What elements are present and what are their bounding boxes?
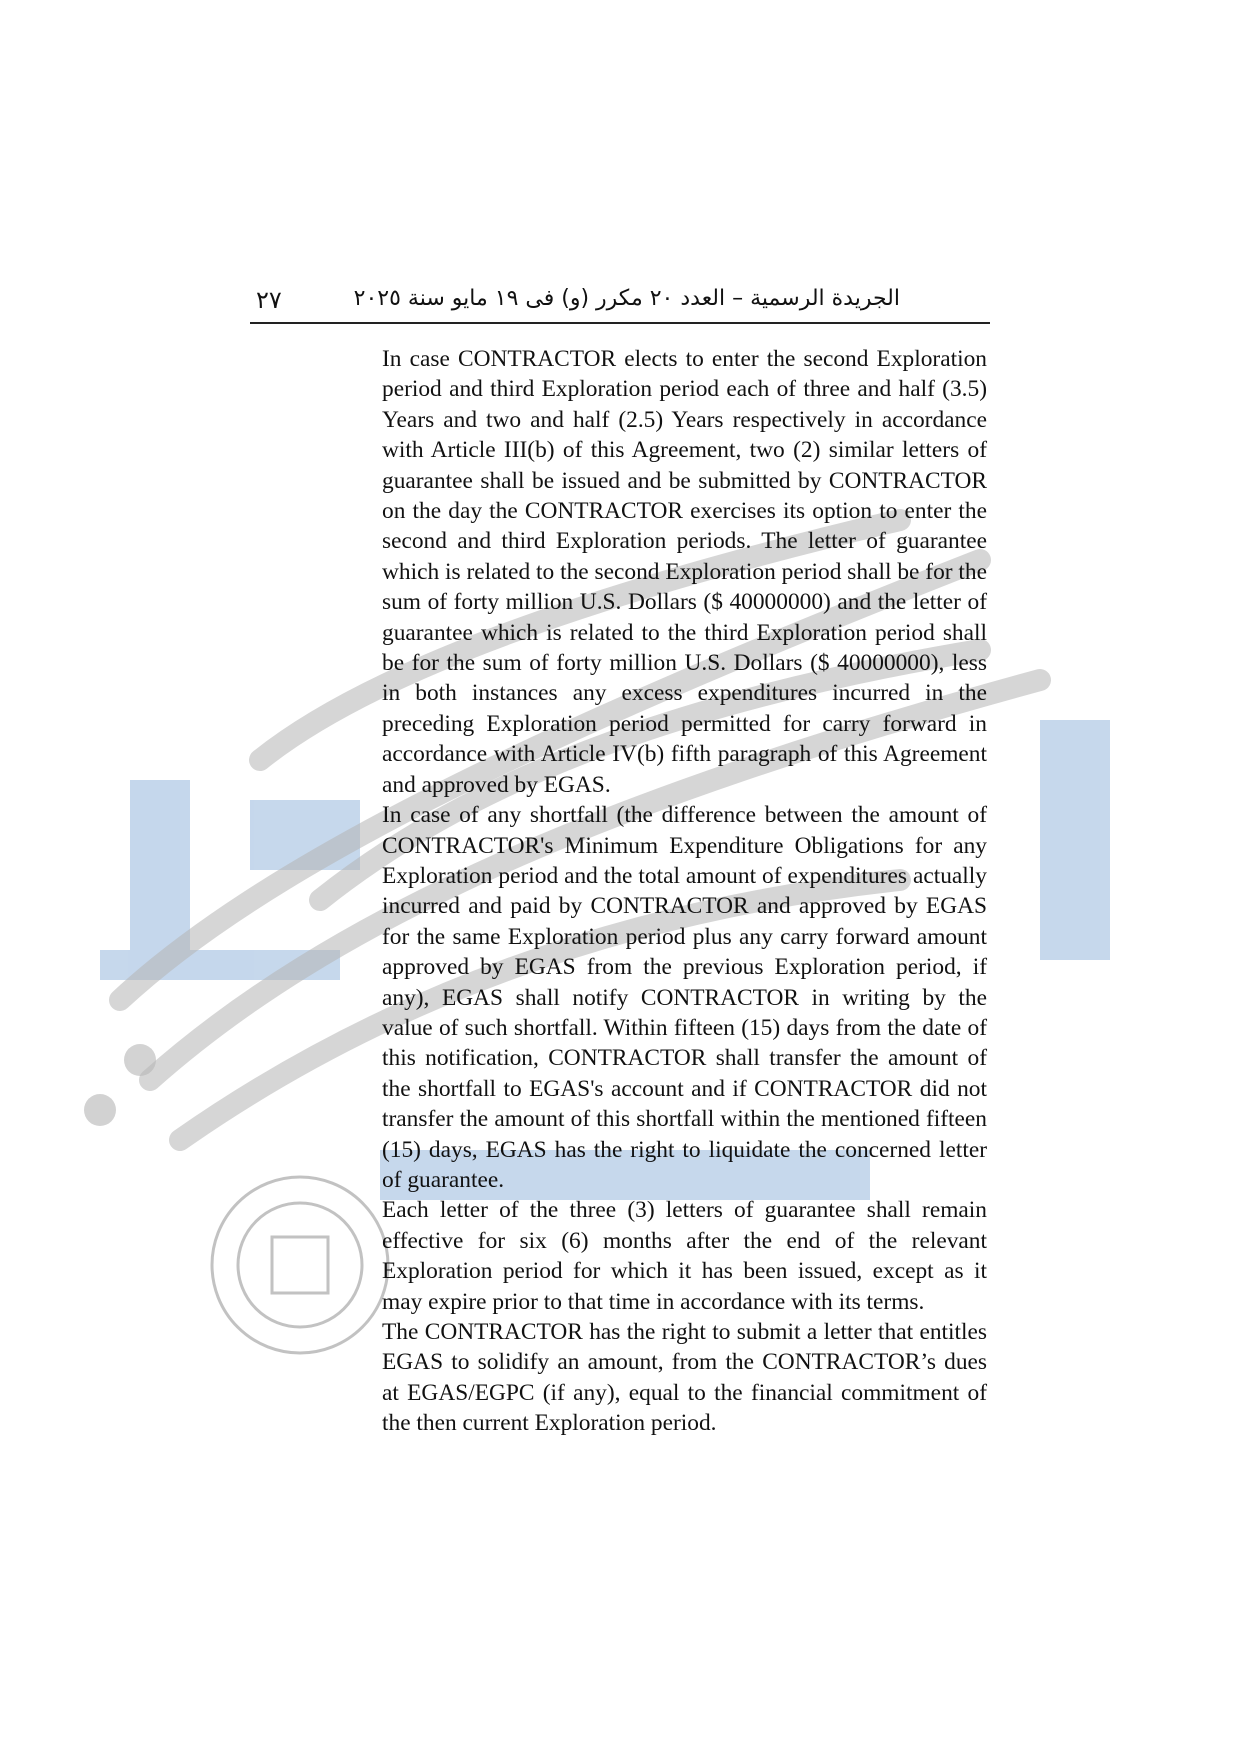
watermark-dots bbox=[84, 1044, 156, 1126]
document-body bbox=[382, 344, 987, 1439]
paragraph-guarantee-validity: Each letter of the three (3) letters of guarantee shall remain effective for six (6) months after the end of the relevant Exploration period for which it has been issued, except as it may expire prior to that time in accordance with its terms. bbox=[382, 1197, 987, 1315]
page-number: ٢٧ bbox=[256, 286, 282, 314]
watermark-seal bbox=[212, 1177, 388, 1353]
page-header bbox=[250, 282, 990, 324]
paragraph-letters-of-guarantee: In case CONTRACTOR elects to enter the second Exploration period and third Exploration period each of three and half (3.5) Years and two and half (2.5) Years respectively in accordance with Article III(b) of this Agreement, two (2) similar letters of guarantee shall be issued and be submitted by CONTRACTOR on the day the CONTRACTOR exercises its option to enter the second and third Exploration periods. The letter of guarantee which is related to the second Exploration period shall be for the sum of forty million U.S. Dollars ($ 40000000) and the letter of guarantee which is related to the third Exploration period shall be for the sum of forty million U.S. Dollars ($ 40000000), less in both instances any excess expenditures incurred in the preceding Exploration period permitted for carry forward in accordance with Article IV(b) fifth paragraph of this Agreement and approved by EGAS. bbox=[382, 346, 987, 798]
paragraph-solidify-amount: The CONTRACTOR has the right to submit a letter that entitles EGAS to solidify an amount, from the CONTRACTOR’s dues at EGAS/EGPC (if any), equal to the financial commitment of the then current Exploration period. bbox=[382, 1319, 987, 1437]
running-header-title: الجريدة الرسمية – العدد ٢٠ مكرر (و) فى ١٩ مايو سنة ٢٠٢٥ bbox=[353, 286, 900, 311]
paragraph-shortfall: In case of any shortfall (the difference between the amount of CONTRACTOR's Minimum Expenditure Obligations for any Exploration period and the total amount of expenditures actually incurred and paid by CONTRACTOR and approved by EGAS for the same Exploration period plus any carry forward amount approved by EGAS from the previous Exploration period, if any), EGAS shall notify CONTRACTOR in writing by the value of such shortfall. Within fifteen (15) days from the date of this notification, CONTRACTOR shall transfer the amount of the shortfall to EGAS's account and if CONTRACTOR did not transfer the amount of this shortfall within the mentioned fifteen (15) days, EGAS has the right to liquidate the concerned letter of guarantee. bbox=[382, 802, 987, 1193]
